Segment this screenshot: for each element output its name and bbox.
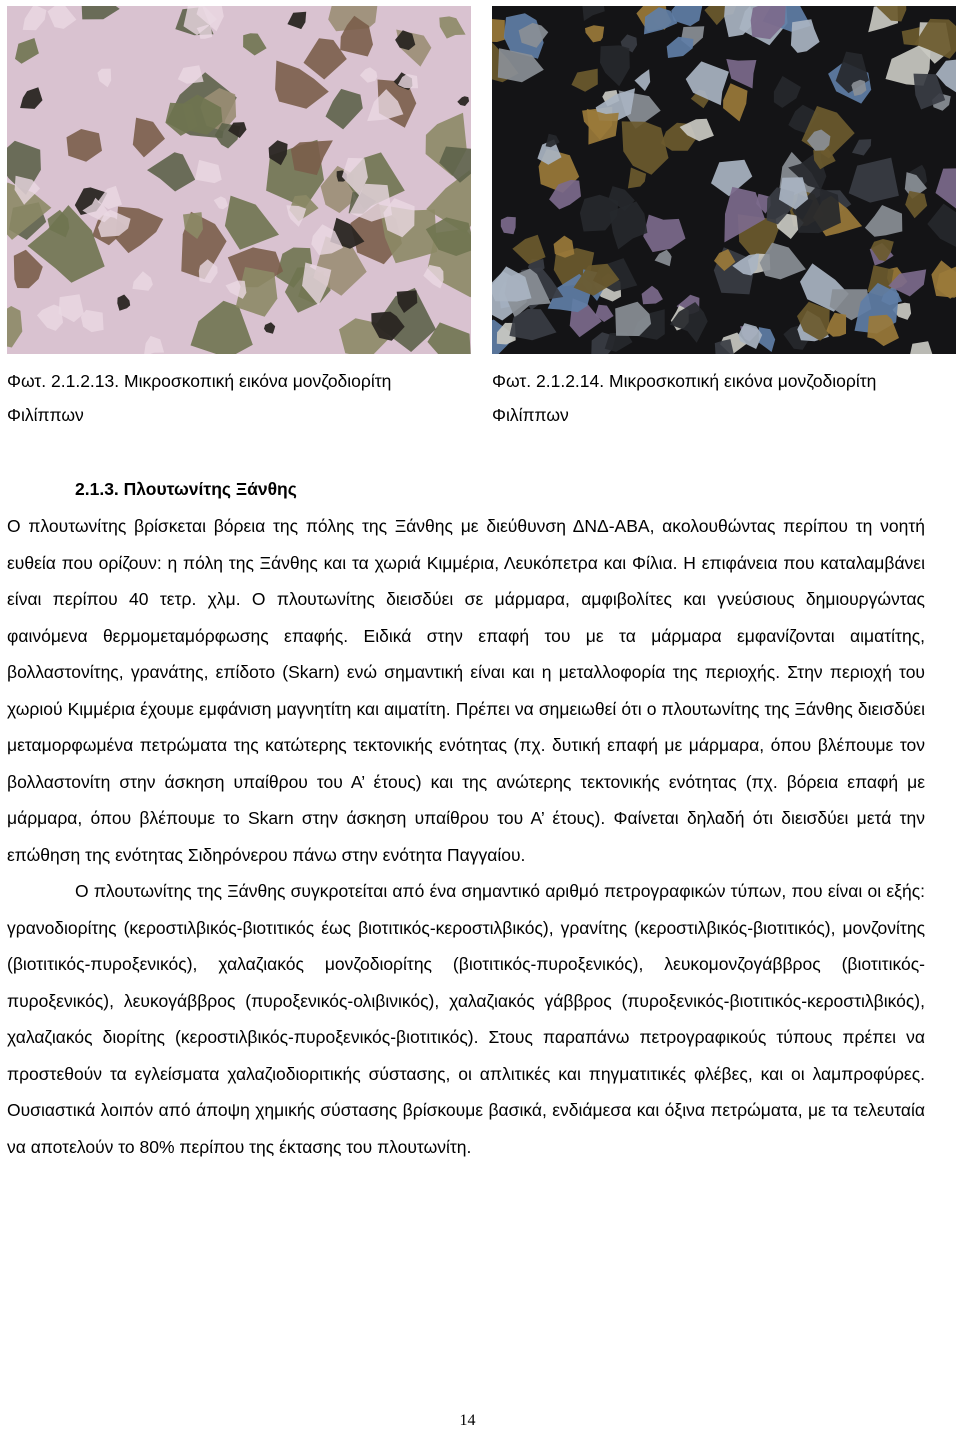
figure-caption-2	[492, 364, 960, 432]
paragraph-1: Ο πλουτωνίτης βρίσκεται βόρεια της πόλης της Ξάνθης με διεύθυνση ΔΝΔ-ΑΒΑ, ακολουθώντας περίπου τη νοητή ευθεία που ορίζουν: η πόλη της Ξάνθης και τα χωριά Κιμμέρια, Λευκόπετρα και Φίλια. Η επιφάνεια που καταλαμβάνει είναι περίπου 40 τετρ. χλμ. Ο πλουτωνίτης διεισδύει σε μάρμαρα, αμφιβολίτες και γνεύσιους δημιουργώντας φαινόμενα θερμομεταμόρφωσης επαφής. Ειδικά στην επαφή του με τα μάρμαρα εμφανίζονται αιματίτης, βολλαστονίτης, γρανάτης, επίδοτο (Skarn) ενώ σημαντική είναι και η μεταλλοφορία της περιοχής. Στην περιοχή του χωριού Κιμμέρια έχουμε εμφάνιση μαγνητίτη και αιματίτη. Πρέπει να σημειωθεί ότι ο πλουτωνίτης της Ξάνθης διεισδύει μεταμορφωμένα πετρώματα της κατώτερης τεκτονικής ενότητας (πχ. δυτική επαφή με μάρμαρα, όπου βλέπουμε τον βολλαστονίτη στην άσκηση υπαίθρου του Α’ έτους) και της ανώτερης τεκτονικής ενότητας (πχ. βόρεια επαφή με μάρμαρα, όπου βλέπουμε το Skarn στην άσκηση υπαίθρου του Α’ έτους). Φαίνεται δηλαδή ότι διεισδύει μετά την επώθηση της ενότητας Σιδηρόνερου πάνω στην ενότητα Παγγαίου.	[7, 516, 925, 865]
page-number: 14	[459, 1412, 476, 1429]
section-heading: 2.1.3. Πλουτωνίτης Ξάνθης	[75, 479, 297, 499]
figure-caption-1-line1: Φωτ. 2.1.2.13. Μικροσκοπική εικόνα μονζοδιορίτη	[7, 371, 392, 391]
section-body	[7, 508, 925, 1165]
micrograph-plane-polarized	[7, 6, 471, 354]
figure-caption-2-line1: Φωτ. 2.1.2.14. Μικροσκοπική εικόνα μονζοδιορίτη	[492, 371, 877, 391]
micrograph-cross-polarized	[492, 6, 956, 354]
figure-caption-1	[7, 364, 477, 432]
paragraph-2: Ο πλουτωνίτης της Ξάνθης συγκροτείται από ένα σημαντικό αριθμό πετρογραφικών τύπων, που είναι οι εξής: γρανοδιορίτης (κεροστιλβικός-βιοτιτικός έως βιοτιτικός-κεροστιλβικός), γρανίτης (κεροστιλβικός-βιοτιτικός), μονζονίτης (βιοτιτικός-πυροξενικός), χαλαζιακός μονζοδιορίτης (βιοτιτικός-πυροξενικός), λευκομονζογάββρος (βιοτιτικός-πυροξενικός), λευκογάββρος (πυροξενικός-ολιβινικός), χαλαζιακός γάββρος (πυροξενικός-βιοτιτικός-κεροστιλβικός), χαλαζιακός διορίτης (κεροστιλβικός-πυροξενικός-βιοτιτικός). Στους παραπάνω πετρογραφικούς τύπους πρέπει να προστεθούν τα εγλείσματα χαλαζιοδιοριτικής σύστασης, οι απλιτικές και πηγματιτικές φλέβες, και οι λαμπροφύρες. Ουσιαστικά λοιπόν από άποψη χημικής σύστασης βρίσκουμε βασικά, ενδιάμεσα και όξινα πετρώματα, με τα τελευταία να αποτελούν το 80% περίπου της έκτασης του πλουτωνίτη.	[7, 881, 925, 1157]
figure-caption-2-line2: Φιλίππων	[492, 405, 569, 425]
figure-caption-1-line2: Φιλίππων	[7, 405, 84, 425]
micrograph-ppl-image	[7, 6, 471, 354]
micrograph-xpl-image	[492, 6, 956, 354]
